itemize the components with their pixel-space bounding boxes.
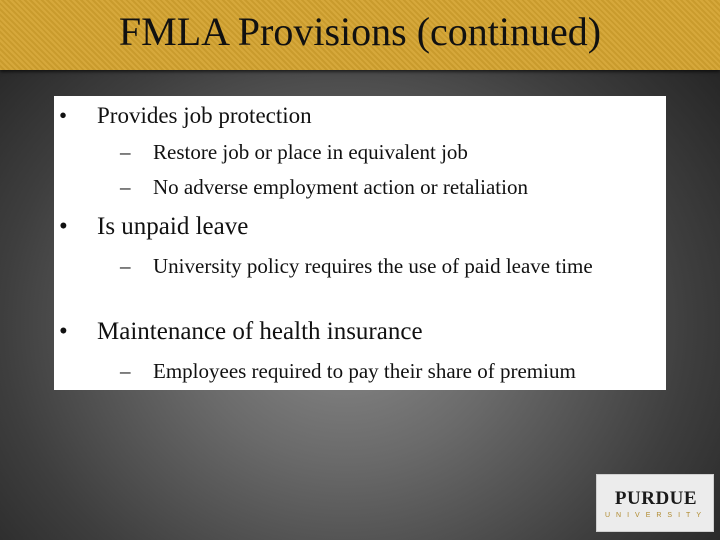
sub-bullet-item [120,172,640,202]
dash-icon: – [120,254,131,278]
sub-bullet-text: Restore job or place in equivalent job [153,140,468,164]
sub-bullet-item [120,356,640,386]
bullet-icon: • [59,103,68,128]
bullet-icon: • [59,318,68,345]
sub-bullet-text: Employees required to pay their share of premium [153,359,576,383]
logo-name: PURDUE [614,488,698,509]
purdue-logo [596,474,714,532]
logo-subtitle: UNIVERSITY [604,512,707,519]
bullet-text: Provides job protection [97,103,312,128]
bullet-text: Maintenance of health insurance [97,318,423,345]
sub-bullet-text: No adverse employment action or retaliation [153,175,528,199]
sub-bullet-text: University policy requires the use of paid leave time [153,254,593,278]
sub-bullet-item [120,137,640,167]
dash-icon: – [120,140,131,164]
slide-title: FMLA Provisions (continued) [118,9,602,54]
sub-bullet-item [120,251,640,281]
dash-icon: – [120,359,131,383]
title-bar [0,0,720,70]
bullet-text: Is unpaid leave [97,213,249,240]
bullet-icon: • [59,213,68,240]
dash-icon: – [120,175,131,199]
